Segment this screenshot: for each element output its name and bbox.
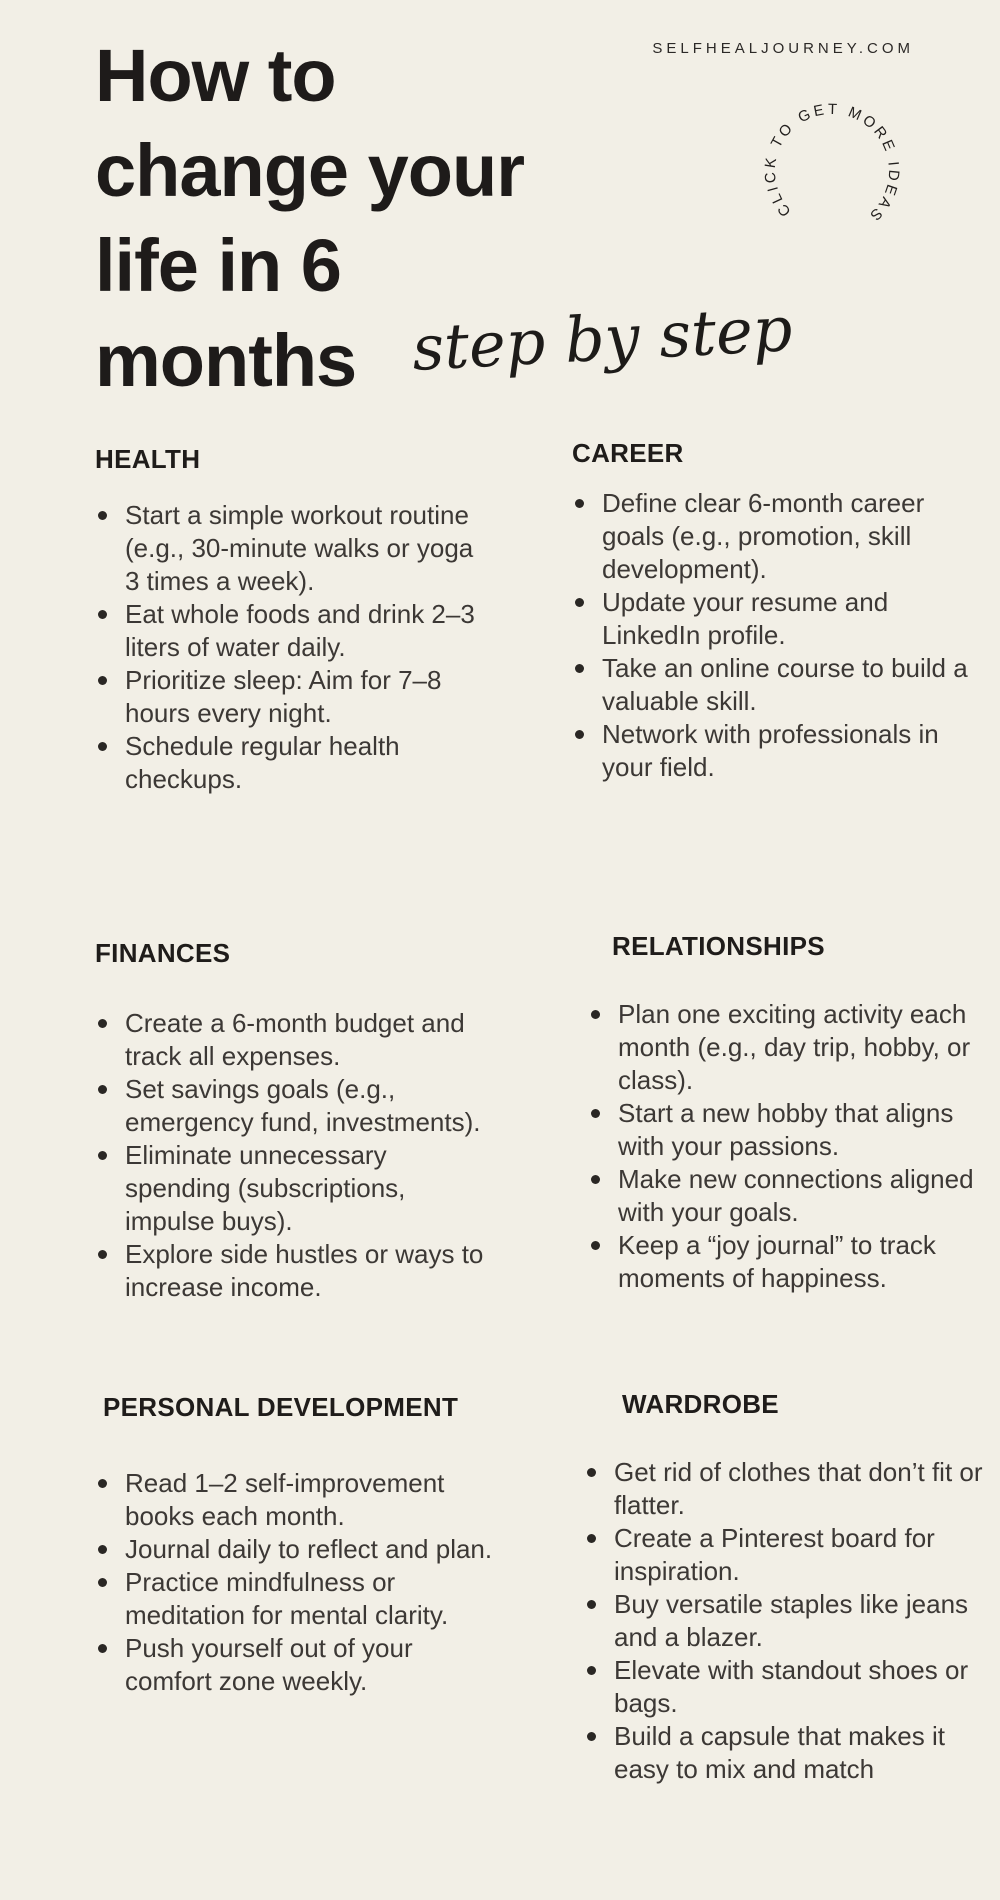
script-subtitle: step by step — [410, 292, 795, 385]
list-item: Set savings goals (e.g., emergency fund, investments). — [125, 1073, 495, 1139]
circular-badge[interactable] — [719, 58, 945, 284]
bullet-list — [588, 998, 1000, 1295]
list-item: Keep a “joy journal” to track moments of happiness. — [618, 1229, 1000, 1295]
list-item: Practice mindfulness or meditation for mental clarity. — [125, 1566, 505, 1632]
badge-text-arc — [733, 72, 932, 271]
section-finances — [95, 938, 495, 1304]
bullet-list — [584, 1456, 1000, 1786]
title-line: life in 6 — [95, 224, 341, 307]
list-item: Network with professionals in your field. — [602, 718, 992, 784]
list-item: Start a new hobby that aligns with your passions. — [618, 1097, 1000, 1163]
title-line: months — [95, 319, 357, 402]
list-item: Schedule regular health checkups. — [125, 730, 490, 796]
section-relationships — [588, 931, 1000, 1295]
section-health — [95, 444, 490, 796]
website-url[interactable]: SELFHEALJOURNEY.COM — [652, 40, 914, 57]
list-item: Read 1–2 self-improvement books each month. — [125, 1467, 505, 1533]
title-line: How to — [95, 34, 336, 117]
list-item: Make new connections aligned with your goals. — [618, 1163, 1000, 1229]
list-item: Push yourself out of your comfort zone weekly. — [125, 1632, 505, 1698]
list-item: Create a Pinterest board for inspiration. — [614, 1522, 1000, 1588]
section-heading: HEALTH — [95, 444, 201, 474]
section-heading: RELATIONSHIPS — [612, 931, 825, 961]
section-career — [572, 438, 992, 784]
bullet-list — [95, 1467, 505, 1698]
list-item: Take an online course to build a valuable skill. — [602, 652, 992, 718]
bullet-list — [572, 487, 992, 784]
section-heading: WARDROBE — [622, 1389, 779, 1419]
list-item: Define clear 6-month career goals (e.g., promotion, skill development). — [602, 487, 992, 586]
list-item: Eat whole foods and drink 2–3 liters of water daily. — [125, 598, 490, 664]
title-line: change your — [95, 129, 524, 212]
list-item: Journal daily to reflect and plan. — [125, 1533, 505, 1566]
list-item: Elevate with standout shoes or bags. — [614, 1654, 1000, 1720]
list-item: Prioritize sleep: Aim for 7–8 hours every night. — [125, 664, 490, 730]
list-item: Eliminate unnecessary spending (subscriptions, impulse buys). — [125, 1139, 495, 1238]
list-item: Start a simple workout routine (e.g., 30-minute walks or yoga 3 times a week). — [125, 499, 490, 598]
list-item: Plan one exciting activity each month (e.g., day trip, hobby, or class). — [618, 998, 1000, 1097]
section-heading: CAREER — [572, 438, 684, 468]
bullet-list — [95, 499, 490, 796]
bullet-list — [95, 1007, 495, 1304]
list-item: Buy versatile staples like jeans and a blazer. — [614, 1588, 1000, 1654]
list-item: Get rid of clothes that don’t fit or flatter. — [614, 1456, 1000, 1522]
list-item: Update your resume and LinkedIn profile. — [602, 586, 992, 652]
list-item: Build a capsule that makes it easy to mix and match — [614, 1720, 1000, 1786]
section-personal-development — [95, 1392, 505, 1698]
list-item: Explore side hustles or ways to increase income. — [125, 1238, 495, 1304]
section-wardrobe — [584, 1389, 1000, 1786]
section-heading: FINANCES — [95, 938, 231, 968]
badge-text: CLICK TO GET MORE IDEAS — [761, 100, 903, 226]
list-item: Create a 6-month budget and track all expenses. — [125, 1007, 495, 1073]
section-heading: PERSONAL DEVELOPMENT — [103, 1392, 459, 1422]
